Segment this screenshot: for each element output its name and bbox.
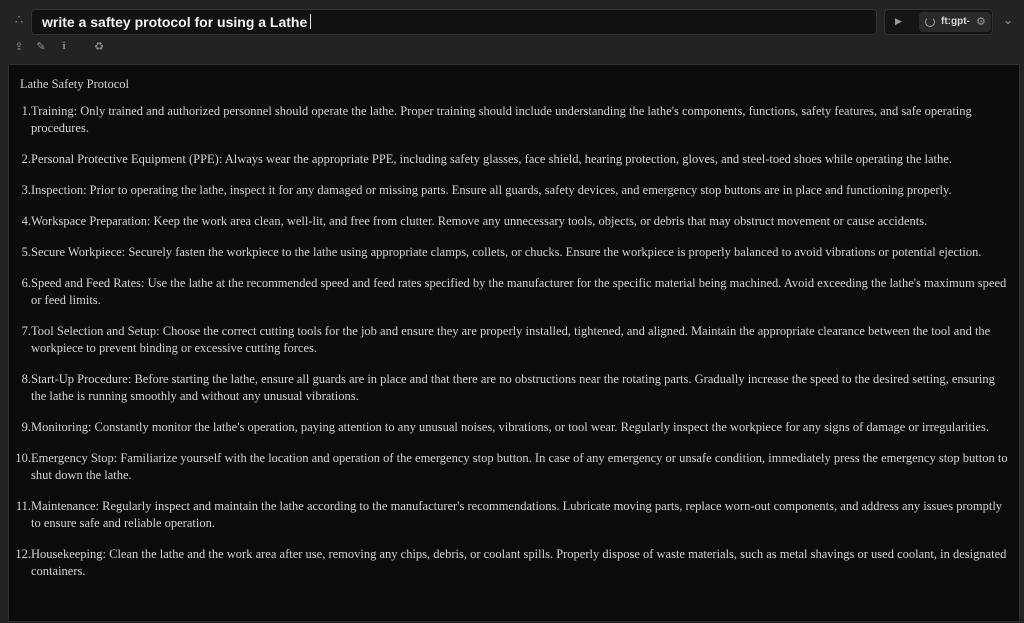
list-item: 9. Monitoring: Constantly monitor the lathe's operation, paying attention to any unusual noises, vibrations, or tool wear. Regularly inspect the workpiece for any signs of damage or irregularities.: [21, 420, 989, 434]
toolbar: [0, 38, 1024, 60]
upload-icon[interactable]: ⇪: [14, 41, 24, 53]
response-title: Lathe Safety Protocol: [20, 77, 129, 91]
chevron-down-icon[interactable]: ⌄: [1003, 13, 1014, 27]
list-item: 6. Speed and Feed Rates: Use the lathe at the recommended speed and feed rates specified by the manufacturer for the specific material being machined. Avoid exceeding the lathe's maximum speed or feed limits.: [21, 276, 1007, 307]
model-selector[interactable]: [919, 12, 991, 32]
gear-icon[interactable]: ⚙: [976, 16, 986, 28]
list-item: 5. Secure Workpiece: Securely fasten the workpiece to the lathe using appropriate clamps, collets, or chucks. Ensure the workpiece is properly balanced to avoid vibrations or potential ejection.: [21, 245, 982, 259]
response-panel: [8, 64, 1020, 622]
run-controls: [884, 9, 993, 35]
edit-icon[interactable]: ✎: [36, 41, 46, 53]
text-caret: [310, 14, 311, 29]
list-item: 11. Maintenance: Regularly inspect and maintain the lathe according to the manufacturer's recommendations. Lubricate moving parts, replace worn-out components, and address any issues promptly to ensure safe and reliable operation.: [15, 499, 1003, 530]
list-item: 4. Workspace Preparation: Keep the work area clean, well-lit, and free from clutter. Remove any unnecessary tools, objects, or debris that may obstruct movement or cause accidents.: [21, 214, 928, 228]
spinner-icon: [925, 17, 935, 27]
recycle-icon[interactable]: ♻: [94, 41, 104, 53]
protocol-list: [15, 103, 1010, 580]
list-item: 1. Training: Only trained and authorized personnel should operate the lathe. Proper training should include understanding the lathe's components, functions, safety features, and safe operating procedures.: [21, 104, 972, 135]
model-label: ft:gpt-: [941, 16, 970, 27]
list-item: 8. Start-Up Procedure: Before starting the lathe, ensure all guards are in place and that there are no obstructions near the rotating parts. Gradually increase the speed to the desired setting, ensuring the lathe is running smoothly and without any unusual vibrations.: [21, 372, 995, 403]
list-item: 3. Inspection: Prior to operating the lathe, inspect it for any damaged or missing parts. Ensure all guards, safety devices, and emergency stop buttons are in place and functioning properly.: [21, 183, 952, 197]
list-item: 2. Personal Protective Equipment (PPE): Always wear the appropriate PPE, including safety glasses, face shield, hearing protection, gloves, and steel-toed shoes while operating the lathe.: [21, 152, 952, 166]
list-item: 10. Emergency Stop: Familiarize yourself with the location and operation of the emergency stop button. In case of any emergency or unsafe condition, immediately press the emergency stop button to shut down the lathe.: [15, 451, 1008, 482]
app-logo-icon: ∴: [14, 12, 24, 27]
top-bar: [0, 0, 1024, 38]
prompt-input[interactable]: [31, 9, 877, 35]
play-icon[interactable]: ▶: [895, 16, 902, 26]
list-item: 12. Housekeeping: Clean the lathe and the work area after use, removing any chips, debris, or coolant spills. Properly dispose of waste materials, such as metal shavings or used coolant, in designated containers.: [15, 547, 1007, 578]
prompt-text: write a saftey protocol for using a Lathe: [42, 14, 308, 30]
list-item: 7. Tool Selection and Setup: Choose the correct cutting tools for the job and ensure they are properly installed, tightened, and aligned. Maintain the appropriate clearance between the tool and the workpiece to prevent binding or excessive cutting forces.: [21, 324, 991, 355]
info-icon[interactable]: i: [62, 40, 66, 52]
response-content: [15, 76, 1010, 594]
